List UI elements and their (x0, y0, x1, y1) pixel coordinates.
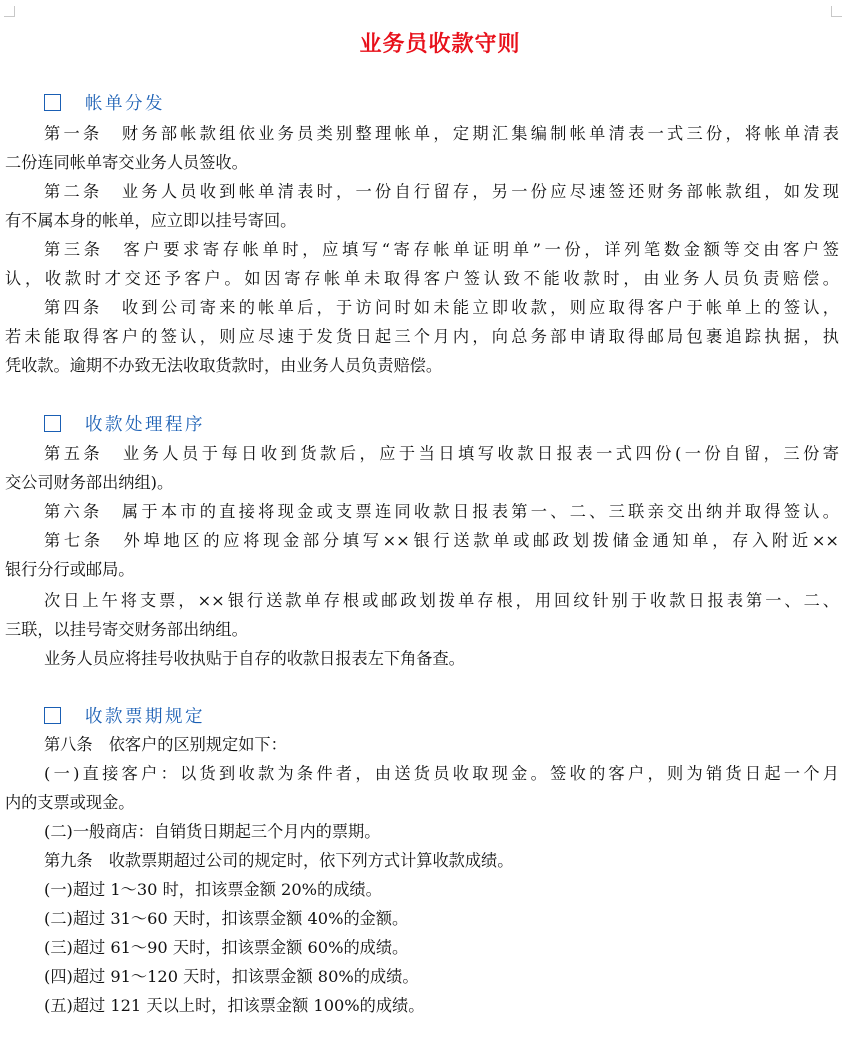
paragraph-line: 二份连同帐单寄交业务人员签收。 (5, 153, 248, 172)
paragraph-line: 银行分行或邮局。 (5, 560, 135, 579)
paragraph-line: 第五条 业务人员于每日收到货款后，应于当日填写收款日报表一式四份(一份自留，三份寄 (44, 444, 839, 463)
paragraph-line: (二)一般商店：自销货日期起三个月内的票期。 (44, 822, 381, 841)
paragraph-line: (三)超过 61～90 天时，扣该票金额 60%的成绩。 (44, 938, 409, 957)
paragraph-line: (一)超过 1～30 时，扣该票金额 20%的成绩。 (44, 880, 382, 899)
paragraph-line: 次日上午将支票，××银行送款单存根或邮政划拨单存根，用回纹针别于收款日报表第一、二、 (44, 591, 839, 610)
checkbox-square-icon (44, 415, 61, 432)
paragraph-line: (五)超过 121 天以上时，扣该票金额 100%的成绩。 (44, 996, 425, 1015)
section-heading-collection-procedure (44, 411, 205, 436)
document-title: 业务员收款守则 (359, 32, 521, 57)
paragraph-line: (一)直接客户：以货到收款为条件者，由送货员收取现金。签收的客户，则为销货日起一个月 (44, 764, 839, 783)
paragraph-line: 内的支票或现金。 (5, 793, 135, 812)
paragraph-line: 凭收款。逾期不办致无法收取货款时，由业务人员负责赔偿。 (5, 356, 443, 375)
section-heading-text: 收款票期规定 (85, 707, 205, 727)
paragraph-line: 有不属本身的帐单，应立即以挂号寄回。 (5, 211, 297, 230)
paragraph-line: 若未能取得客户的签认，则应尽速于发货日起三个月内，向总务部申请取得邮局包裹追踪执据，执 (5, 327, 839, 346)
paragraph-line: 第四条 收到公司寄来的帐单后，于访问时如未能立即收款，则应取得客户于帐单上的签认， (44, 298, 839, 317)
paragraph-line: 第三条 客户要求寄存帐单时，应填写“寄存帐单证明单”一份，详列笔数金额等交由客户签 (44, 240, 839, 259)
checkbox-square-icon (44, 94, 61, 111)
paragraph-line: (四)超过 91～120 天时，扣该票金额 80%的成绩。 (44, 967, 419, 986)
paragraph-line: (二)超过 31～60 天时，扣该票金额 40%的金额。 (44, 909, 409, 928)
page-corner-mark-right (831, 6, 842, 17)
paragraph-line: 交公司财务部出纳组)。 (5, 473, 174, 492)
paragraph-line: 第二条 业务人员收到帐单清表时，一份自行留存，另一份应尽速签还财务部帐款组，如发现 (44, 182, 839, 201)
section-heading-text: 收款处理程序 (85, 415, 205, 435)
page-corner-mark-left (4, 6, 15, 17)
section-heading-billing (44, 90, 165, 115)
section-heading-text: 帐单分发 (85, 94, 165, 114)
paragraph-line: 第九条 收款票期超过公司的规定时，依下列方式计算收款成绩。 (44, 851, 514, 870)
paragraph-line: 第一条 财务部帐款组依业务员类别整理帐单，定期汇集编制帐单清表一式三份，将帐单清表 (44, 124, 839, 143)
paragraph-line: 第八条 依客户的区别规定如下： (44, 735, 287, 754)
paragraph-line: 三联，以挂号寄交财务部出纳组。 (5, 620, 248, 639)
paragraph-line: 认，收款时才交还予客户。如因寄存帐单未取得客户签认致不能收款时，由业务人员负责赔偿。 (5, 269, 839, 288)
paragraph-line: 第六条 属于本市的直接将现金或支票连同收款日报表第一、二、三联亲交出纳并取得签认。 (44, 502, 839, 521)
paragraph-line: 业务人员应将挂号收执贴于自存的收款日报表左下角备查。 (44, 649, 465, 668)
paragraph-line: 第七条 外埠地区的应将现金部分填写××银行送款单或邮政划拨储金通知单，存入附近×× (44, 531, 839, 550)
section-heading-payment-term-rules (44, 703, 205, 728)
checkbox-square-icon (44, 707, 61, 724)
